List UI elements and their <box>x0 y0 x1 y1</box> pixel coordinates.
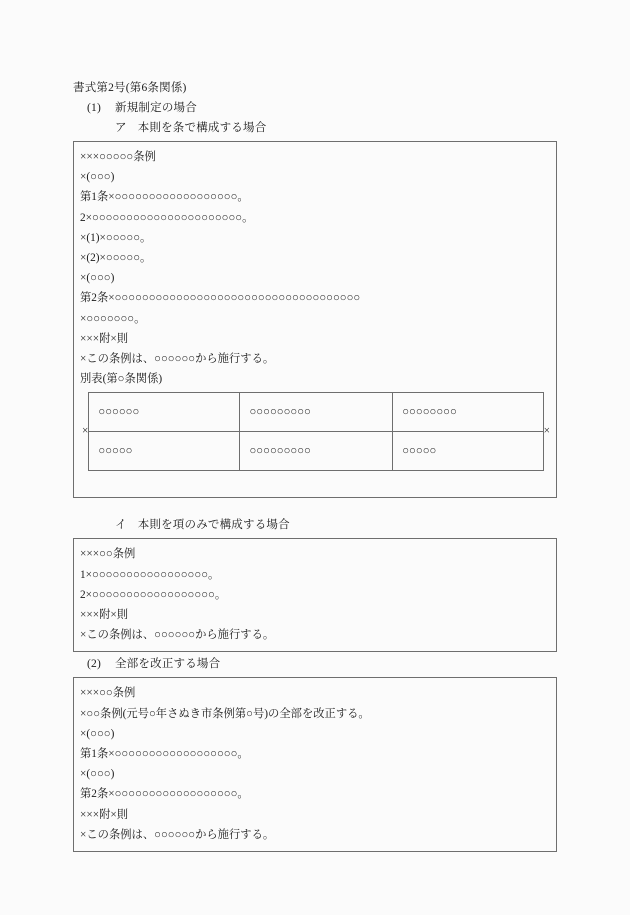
table-row <box>89 432 543 471</box>
table-row <box>89 393 543 432</box>
sample-line: 2×○○○○○○○○○○○○○○○○○○○○○○。 <box>80 211 254 224</box>
sample-line: ×××附×則 <box>80 332 129 345</box>
sample-line: 第2条×○○○○○○○○○○○○○○○○○○○○○○○○○○○○○○○○○○○○ <box>80 292 361 305</box>
sample-line: ×××附×則 <box>80 808 129 821</box>
sample-line: ×××○○条例 <box>80 687 136 700</box>
sample-line: ×××○○○○○条例 <box>80 151 156 163</box>
sample-line: ×(1)×○○○○○。 <box>80 231 152 244</box>
sample-line: ×(○○○) <box>80 768 115 781</box>
form-title: 書式第2号(第6条関係) <box>73 82 187 94</box>
sample-line: ×(○○○) <box>80 171 115 184</box>
sample-line: ×○○条例(元号○年さぬき市条例第○号)の全部を改正する。 <box>80 707 370 720</box>
table-cell: ○○○○○○○○ <box>393 393 543 432</box>
sample-box-i <box>73 538 557 652</box>
subsection-heading-a <box>73 118 557 138</box>
section-heading-2 <box>73 654 557 674</box>
table-cell: ○○○○○○○○○ <box>240 393 393 432</box>
subsection-marker-i: イ <box>115 519 127 532</box>
sample-line: 第1条×○○○○○○○○○○○○○○○○○○。 <box>80 191 249 204</box>
sample-line: ×(○○○) <box>80 272 115 285</box>
sample-line: ×(2)×○○○○○。 <box>80 252 152 265</box>
sample-line: ×この条例は、○○○○○○から施行する。 <box>80 353 275 366</box>
table-cell: ○○○○○○ <box>89 393 240 432</box>
section-number-2: (2) <box>87 658 102 671</box>
table-left-mark: × <box>82 425 89 438</box>
subsection-heading-i <box>73 515 557 535</box>
sample-line: ×この条例は、○○○○○○から施行する。 <box>80 629 275 642</box>
appendix-table <box>88 392 543 471</box>
table-right-mark: × <box>543 425 550 438</box>
table-cell: ○○○○○ <box>89 432 240 471</box>
appendix-table-block <box>82 392 550 471</box>
spacer <box>73 498 557 515</box>
section-label-2: 全部を改正する場合 <box>115 658 221 671</box>
sample-line: ×○○○○○○○。 <box>80 312 146 325</box>
subsection-label-a: 本則を条で構成する場合 <box>137 122 267 134</box>
sample-line: ×××附×則 <box>80 609 129 622</box>
sample-line: ×この条例は、○○○○○○から施行する。 <box>80 828 275 841</box>
sample-line: 第2条×○○○○○○○○○○○○○○○○○○。 <box>80 788 249 801</box>
sample-line: 2×○○○○○○○○○○○○○○○○○○。 <box>80 588 227 601</box>
document-body <box>73 78 557 852</box>
section-label-1: 新規制定の場合 <box>115 102 197 114</box>
section-number-1: (1) <box>87 102 102 114</box>
appendix-table-caption: 別表(第○条関係) <box>80 373 163 386</box>
sample-line: ×(○○○) <box>80 727 115 740</box>
table-cell: ○○○○○○○○○ <box>240 432 393 471</box>
section-heading-1 <box>73 98 557 118</box>
subsection-label-i: 本則を項のみで構成する場合 <box>137 519 290 532</box>
sample-line: 第1条×○○○○○○○○○○○○○○○○○○。 <box>80 748 249 761</box>
sample-line: ×××○○条例 <box>80 548 136 561</box>
table-cell: ○○○○○ <box>393 432 543 471</box>
sample-box-a <box>73 141 557 498</box>
subsection-marker-a: ア <box>115 122 127 134</box>
sample-box-full-revision <box>73 677 557 852</box>
sample-line: 1×○○○○○○○○○○○○○○○○○。 <box>80 568 220 581</box>
